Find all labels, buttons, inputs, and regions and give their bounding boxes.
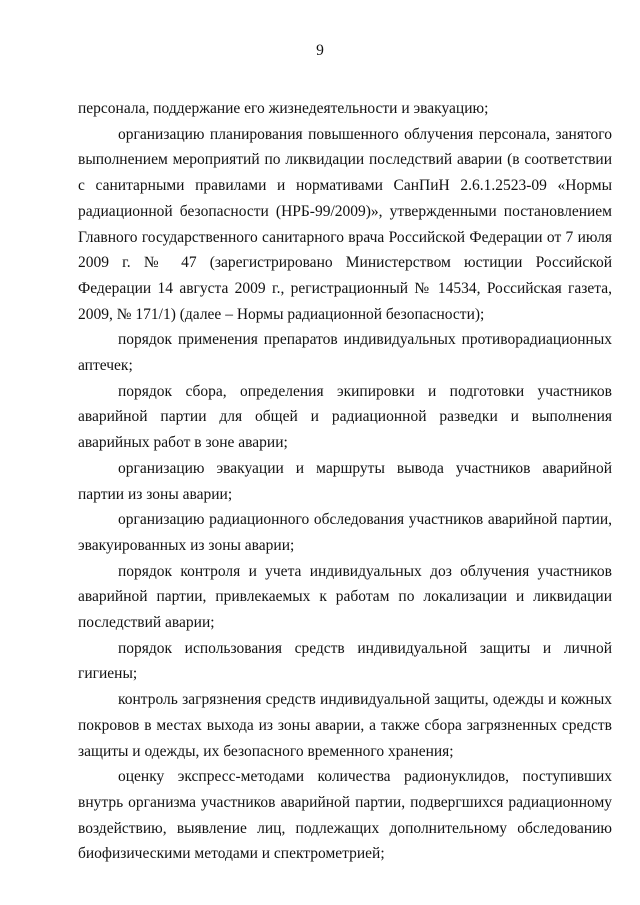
paragraph-protective-equipment: порядок использования средств индивидуальной защиты и личной гигиены;: [78, 639, 612, 683]
paragraph-radiation-examination: организацию радиационного обследования участников аварийной партии, эвакуированных из зоны аварии;: [78, 511, 612, 554]
paragraph-medkit-usage: порядок применения препаратов индивидуальных противорадиационных аптечек;: [78, 331, 612, 375]
page-number: 9: [316, 42, 324, 59]
paragraph-continuation: персонала, поддержание его жизнедеятельности и эвакуацию;: [78, 100, 489, 117]
paragraph-evacuation-routes: организацию эвакуации и маршруты вывода участников аварийной партии из зоны аварии;: [78, 459, 612, 503]
document-body: [78, 96, 612, 867]
paragraph-team-assembly: порядок сбора, определения экипировки и подготовки участников аварийной партии для общей и радиационной разведки и выполнения аварийных работ в зоне аварии;: [78, 382, 612, 452]
paragraph-radionuclide-assessment: оценку экспресс-методами количества радионуклидов, поступивших внутрь организма участников аварийной партии, подвергшихся радиационному воздействию, выявление лиц, подлежащих дополнительному обследованию биофизическими методами и спектрометрией;: [78, 768, 612, 863]
paragraph-exposure-planning: организацию планирования повышенного облучения персонала, занятого выполнением мероприятий по ликвидации последствий аварии (в соответствии с санитарными правилами и нормативами СанПиН 2.6.1.2523-09 «Нормы радиационной безопасности (НРБ-99/2009)», утвержденными постановлением Главного государственного санитарного врача Российской Федерации от 7 июля 2009 г. № 47 (зарегистрировано Министерством юстиции Российской Федерации 14 августа 2009 г., регистрационный № 14534, Российская газета, 2009, № 171/1) (далее – Нормы радиационной безопасности);: [78, 125, 612, 323]
paragraph-dose-control: порядок контроля и учета индивидуальных доз облучения участников аварийной партии, привлекаемых к работам по локализации и ликвидации последствий аварии;: [78, 562, 612, 632]
paragraph-contamination-control: контроль загрязнения средств индивидуальной защиты, одежды и кожных покровов в местах выхода из зоны аварии, а также сбора загрязненных средств защиты и одежды, их безопасного временного хранения;: [78, 691, 612, 760]
